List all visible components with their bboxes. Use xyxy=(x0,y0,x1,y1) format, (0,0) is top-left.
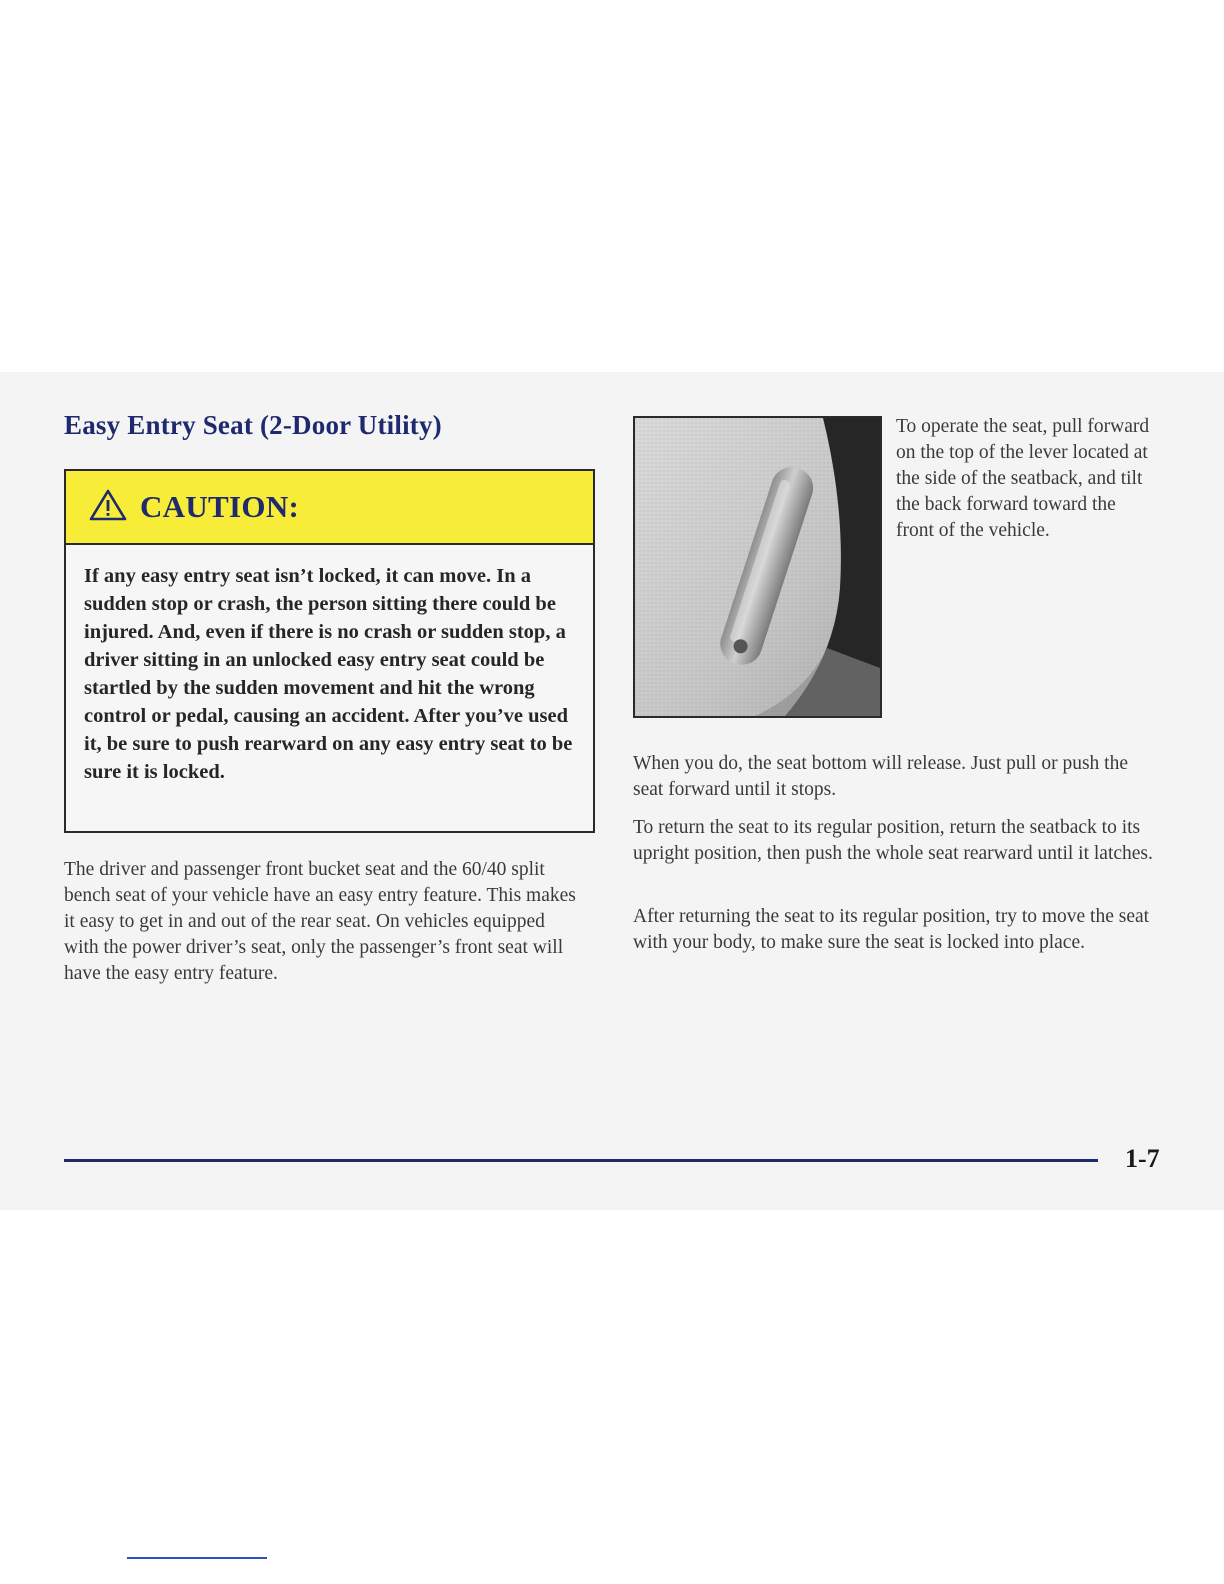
caution-box xyxy=(64,469,595,833)
footer-rule xyxy=(64,1159,1098,1162)
page-number: 1-7 xyxy=(1125,1144,1160,1173)
caution-header xyxy=(66,471,593,545)
bottom-link-underline xyxy=(127,1557,267,1559)
caution-label: CAUTION: xyxy=(140,489,300,524)
section-title: Easy Entry Seat (2-Door Utility) xyxy=(64,410,442,440)
paragraph-return: To return the seat to its regular position, return the seatback to its upright position, then push the whole seat rearward until it latches. xyxy=(633,817,1153,864)
paragraph-release: When you do, the seat bottom will release. Just pull or push the seat forward until it stops. xyxy=(633,753,1128,800)
paragraph-check-locked: After returning the seat to its regular position, try to move the seat with your body, to make sure the seat is locked into place. xyxy=(633,906,1150,953)
left-paragraph: The driver and passenger front bucket seat and the 60/40 split bench seat of your vehicle have an easy entry feature. This makes it easy to get in and out of the rear seat. On vehicles equipped with the power driver’s seat, only the passenger’s front seat will have the easy entry feature. xyxy=(64,859,576,984)
warning-triangle-icon xyxy=(88,488,140,527)
seat-lever-photo xyxy=(633,416,882,718)
caution-text: If any easy entry seat isn’t locked, it can move. In a sudden stop or crash, the person sitting there could be injured. And, even if there is no crash or sudden stop, a driver sitting in an unlocked easy entry seat could be startled by the sudden movement and hit the wrong control or pedal, causing an accident. After you’ve used it, be sure to push rearward on any easy entry seat to be sure it is locked. xyxy=(84,565,573,783)
photo-caption: To operate the seat, pull forward on the top of the lever located at the side of the seatback, and tilt the back forward toward the front of the vehicle. xyxy=(896,416,1150,541)
